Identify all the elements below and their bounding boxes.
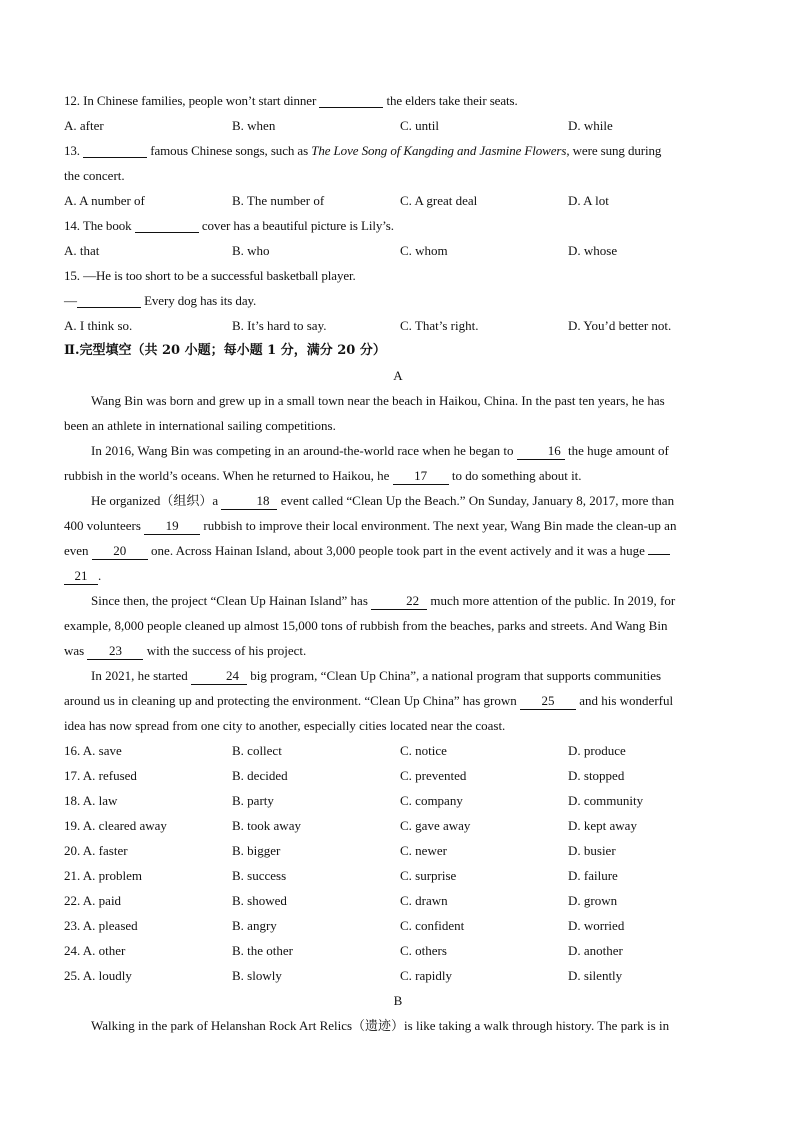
option-a[interactable]: A. I think so.: [64, 318, 133, 333]
passage-line: idea has now spread from one city to another, especially cities located near the coast.: [64, 718, 506, 733]
option-d[interactable]: D. produce: [568, 743, 626, 758]
passage-b-label: B: [393, 993, 403, 1008]
question-15-line-2: — Every dog has its day.: [64, 293, 257, 308]
option-a[interactable]: A. A number of: [64, 193, 145, 208]
section-title: Ⅱ.完型填空（共 20 小题；每小题 1 分，满分 20 分）: [64, 343, 386, 358]
blank-24[interactable]: 24: [191, 668, 247, 685]
option-c[interactable]: C. others: [400, 943, 447, 958]
passage-line: was 23 with the success of his project.: [64, 643, 307, 658]
option-a[interactable]: A. after: [64, 118, 104, 133]
passage-line: Walking in the park of Helanshan Rock Art Relics（遗迹）is like taking a walk through history. The park is in: [91, 1018, 670, 1033]
option-d[interactable]: D. stopped: [568, 768, 625, 783]
option-b[interactable]: B. success: [232, 868, 287, 883]
answer-blank[interactable]: [83, 142, 147, 158]
option-d[interactable]: D. busier: [568, 843, 616, 858]
option-c[interactable]: C. drawn: [400, 893, 448, 908]
passage-line: 400 volunteers 19 rubbish to improve their local environment. The next year, Wang Bin made the clean-up an: [64, 518, 677, 533]
option-a[interactable]: A. that: [64, 243, 100, 258]
blank-16[interactable]: 16: [517, 443, 565, 460]
option-b[interactable]: B. collect: [232, 743, 282, 758]
cloze-options-22: [64, 888, 732, 913]
option-d[interactable]: D. grown: [568, 893, 618, 908]
option-a[interactable]: 24. A. other: [64, 943, 126, 958]
question-12-stem: 12. In Chinese families, people won’t start dinner the elders take their seats.: [64, 93, 518, 108]
option-a[interactable]: 19. A. cleared away: [64, 818, 167, 833]
option-a[interactable]: 21. A. problem: [64, 868, 142, 883]
blank-23[interactable]: 23: [87, 643, 143, 660]
option-c[interactable]: C. notice: [400, 743, 447, 758]
answer-blank[interactable]: [77, 292, 141, 308]
question-15-line-1: 15. —He is too short to be a successful basketball player.: [64, 268, 356, 283]
passage-line: around us in cleaning up and protecting the environment. “Clean Up China” has grown 25 and his wonderful: [64, 693, 674, 708]
option-b[interactable]: B. showed: [232, 893, 287, 908]
question-14-options: [64, 238, 732, 263]
option-a[interactable]: 23. A. pleased: [64, 918, 138, 933]
option-c[interactable]: C. company: [400, 793, 463, 808]
option-c[interactable]: C. That’s right.: [400, 318, 479, 333]
option-c[interactable]: C. surprise: [400, 868, 457, 883]
option-a[interactable]: 25. A. loudly: [64, 968, 132, 983]
cloze-options-18: [64, 788, 732, 813]
option-b[interactable]: B. It’s hard to say.: [232, 318, 327, 333]
option-d[interactable]: D. community: [568, 793, 644, 808]
option-d[interactable]: D. whose: [568, 243, 618, 258]
passage-line: In 2021, he started 24 big program, “Clean Up China”, a national program that supports communities: [91, 668, 662, 683]
blank-20[interactable]: 20: [92, 543, 148, 560]
option-b[interactable]: B. took away: [232, 818, 301, 833]
cloze-options-25: [64, 963, 732, 988]
blank-25[interactable]: 25: [520, 693, 576, 710]
question-13-stem-cont: the concert.: [64, 168, 125, 183]
passage-line: rubbish in the world’s oceans. When he returned to Haikou, he 17 to do something about it.: [64, 468, 582, 483]
blank-18[interactable]: 18: [221, 493, 277, 510]
option-c[interactable]: C. newer: [400, 843, 447, 858]
passage-line: Wang Bin was born and grew up in a small town near the beach in Haikou, China. In the past ten years, he has: [91, 393, 665, 408]
cloze-options-20: [64, 838, 732, 863]
cloze-options-21: [64, 863, 732, 888]
passage-line: even 20 one. Across Hainan Island, about 3,000 people took part in the event actively and it was a huge: [64, 538, 732, 563]
blank-22[interactable]: 22: [371, 593, 427, 610]
blank-19[interactable]: 19: [144, 518, 200, 535]
passage-line: 21 .: [64, 563, 732, 588]
passage-line: In 2016, Wang Bin was competing in an around-the-world race when he began to 16 the huge amount of: [91, 443, 669, 458]
option-d[interactable]: D. silently: [568, 968, 623, 983]
option-d[interactable]: D. A lot: [568, 193, 609, 208]
passage-line: been an athlete in international sailing competitions.: [64, 418, 336, 433]
question-14-stem: 14. The book cover has a beautiful picture is Lily’s.: [64, 218, 394, 233]
passage-line: example, 8,000 people cleaned up almost 15,000 tons of rubbish from the beaches, parks and streets. And Wang Bin: [64, 618, 668, 633]
option-b[interactable]: B. slowly: [232, 968, 282, 983]
cloze-options-23: [64, 913, 732, 938]
option-b[interactable]: B. party: [232, 793, 274, 808]
option-c[interactable]: C. confident: [400, 918, 465, 933]
option-a[interactable]: 17. A. refused: [64, 768, 137, 783]
option-c[interactable]: C. A great deal: [400, 193, 478, 208]
blank-21-start: [648, 554, 670, 555]
option-c[interactable]: C. whom: [400, 243, 448, 258]
passage-line: He organized（组织）a 18 event called “Clean Up the Beach.” On Sunday, January 8, 2017, more than: [91, 493, 675, 508]
cloze-options-19: [64, 813, 732, 838]
option-b[interactable]: B. bigger: [232, 843, 281, 858]
cloze-options-17: [64, 763, 732, 788]
option-d[interactable]: D. kept away: [568, 818, 637, 833]
option-c[interactable]: C. prevented: [400, 768, 467, 783]
answer-blank[interactable]: [135, 217, 199, 233]
option-d[interactable]: D. worried: [568, 918, 625, 933]
option-a[interactable]: 22. A. paid: [64, 893, 122, 908]
option-b[interactable]: B. when: [232, 118, 276, 133]
option-d[interactable]: D. failure: [568, 868, 618, 883]
option-b[interactable]: B. decided: [232, 768, 288, 783]
option-c[interactable]: C. until: [400, 118, 440, 133]
option-d[interactable]: D. You’d better not.: [568, 318, 672, 333]
question-15-options: [64, 313, 732, 338]
passage-a-label: A: [393, 368, 403, 383]
option-a[interactable]: 20. A. faster: [64, 843, 128, 858]
cloze-options-16: [64, 738, 732, 763]
option-c[interactable]: C. gave away: [400, 818, 471, 833]
answer-blank[interactable]: [319, 92, 383, 108]
blank-17[interactable]: 17: [393, 468, 449, 485]
question-12-options: [64, 113, 732, 138]
option-b[interactable]: B. angry: [232, 918, 277, 933]
option-b[interactable]: B. The number of: [232, 193, 325, 208]
exam-page: [64, 88, 732, 1038]
option-a[interactable]: 16. A. save: [64, 743, 122, 758]
question-13-options: [64, 188, 732, 213]
option-a[interactable]: 18. A. law: [64, 793, 118, 808]
blank-21[interactable]: 21: [64, 568, 98, 585]
passage-line: Since then, the project “Clean Up Hainan Island” has 22 much more attention of the public. In 2019, for: [91, 593, 676, 608]
question-13-stem: 13. famous Chinese songs, such as The Love Song of Kangding and Jasmine Flowers, were sung during: [64, 143, 662, 158]
option-b[interactable]: B. the other: [232, 943, 294, 958]
option-d[interactable]: D. another: [568, 943, 623, 958]
option-b[interactable]: B. who: [232, 243, 270, 258]
option-d[interactable]: D. while: [568, 118, 613, 133]
cloze-options-24: [64, 938, 732, 963]
option-c[interactable]: C. rapidly: [400, 968, 452, 983]
